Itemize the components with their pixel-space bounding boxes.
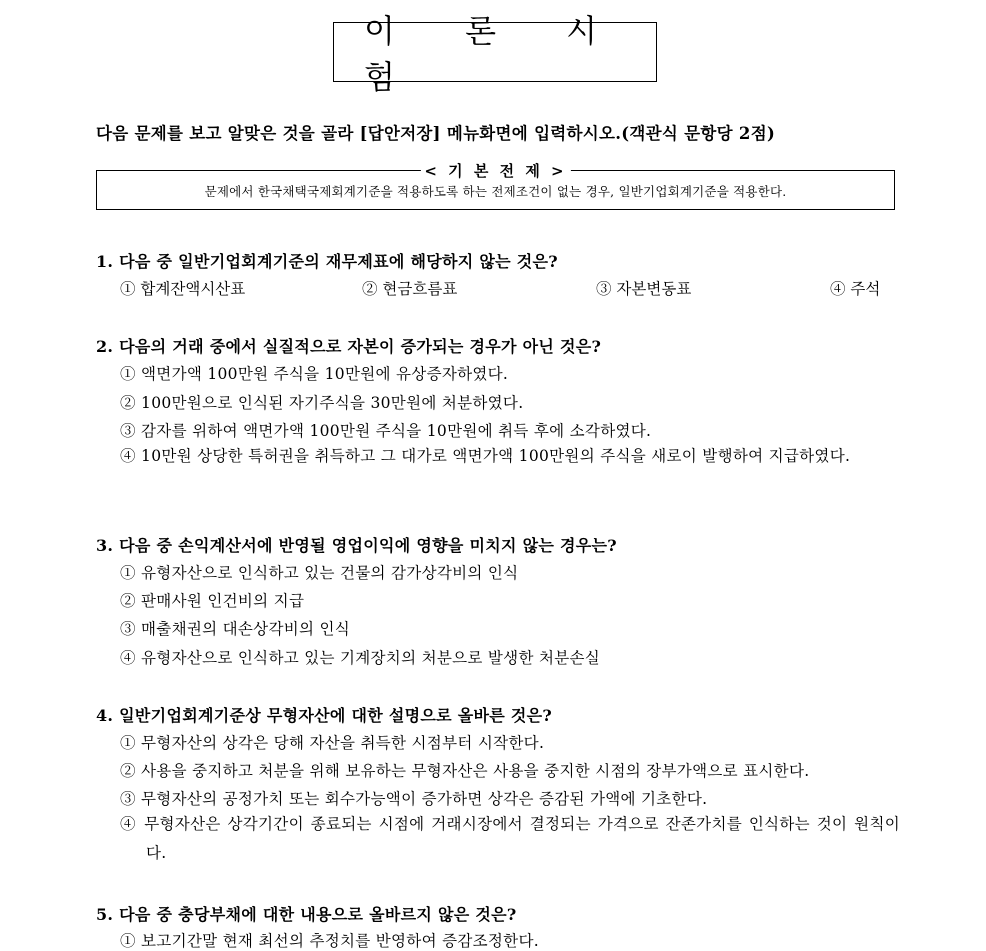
question-4: 4. 일반기업회계기준상 무형자산에 대한 설명으로 올바른 것은?: [96, 706, 553, 725]
question-2: 2. 다음의 거래 중에서 실질적으로 자본이 증가되는 경우가 아닌 것은?: [96, 337, 602, 356]
question-5: 5. 다음 중 충당부채에 대한 내용으로 올바르지 않은 것은?: [96, 905, 517, 924]
premise-text: 문제에서 한국채택국제회계기준을 적용하도록 하는 전제조건이 없는 경우, 일반기업회계기준을 적용한다.: [204, 184, 787, 199]
q4-option-4: ④ 무형자산은 상각기간이 종료되는 시점에 거래시장에서 결정되는 가격으로 잔존가치를 인식하는 것이 원칙이다.: [120, 815, 900, 862]
q1-option-2: ② 현금흐름표: [362, 280, 458, 298]
question-1: 1. 다음 중 일반기업회계기준의 재무제표에 해당하지 않는 것은?: [96, 252, 558, 271]
q4-option-2: ② 사용을 중지하고 처분을 위해 보유하는 무형자산은 사용을 중지한 시점의 장부가액으로 표시한다.: [120, 762, 810, 780]
question-3: 3. 다음 중 손익계산서에 반영될 영업이익에 영향을 미치지 않는 경우는?: [96, 536, 617, 555]
q1-option-1: ① 합계잔액시산표: [120, 280, 246, 298]
instruction-text: 다음 문제를 보고 알맞은 것을 골라 [답안저장] 메뉴화면에 입력하시오.(객관식 문항당 2점): [96, 124, 776, 143]
q3-option-3: ③ 매출채권의 대손상각비의 인식: [120, 620, 351, 638]
page-title: 이 론 시 험: [333, 22, 657, 82]
q2-option-4: ④ 10만원 상당한 특허권을 취득하고 그 대가로 액면가액 100만원의 주식을 새로이 발행하여 지급하였다.: [120, 447, 851, 465]
premise-label: < 기 본 전 제 >: [420, 160, 570, 181]
q1-option-3: ③ 자본변동표: [596, 280, 692, 298]
q3-option-2: ② 판매사원 인건비의 지급: [120, 592, 305, 610]
q1-option-4: ④ 주석: [830, 280, 881, 298]
q2-option-3: ③ 감자를 위하여 액면가액 100만원 주식을 10만원에 취득 후에 소각하였다.: [120, 422, 652, 440]
q4-option-1: ① 무형자산의 상각은 당해 자산을 취득한 시점부터 시작한다.: [120, 734, 545, 752]
q5-option-1: ① 보고기간말 현재 최선의 추정치를 반영하여 증감조정한다.: [120, 932, 539, 950]
premise-box: [96, 162, 895, 210]
q2-option-2: ② 100만원으로 인식된 자기주식을 30만원에 처분하였다.: [120, 394, 524, 412]
q3-option-4: ④ 유형자산으로 인식하고 있는 기계장치의 처분으로 발생한 처분손실: [120, 649, 601, 667]
q2-option-1: ① 액면가액 100만원 주식을 10만원에 유상증자하였다.: [120, 365, 509, 383]
q3-option-1: ① 유형자산으로 인식하고 있는 건물의 감가상각비의 인식: [120, 564, 519, 582]
q4-option-3: ③ 무형자산의 공정가치 또는 회수가능액이 증가하면 상각은 증감된 가액에 기초한다.: [120, 790, 708, 808]
